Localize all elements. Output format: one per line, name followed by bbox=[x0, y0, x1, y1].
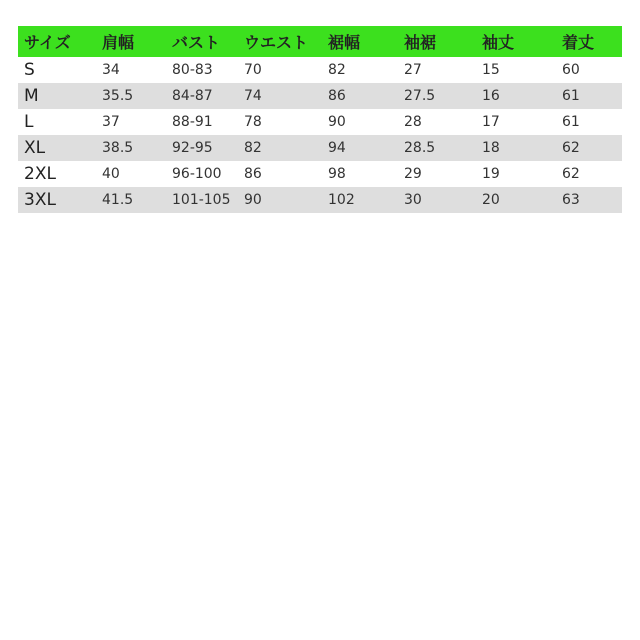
table-row bbox=[18, 161, 622, 187]
cell-size: L bbox=[18, 109, 102, 135]
header-body-length: 着丈 bbox=[562, 26, 622, 57]
cell-size: M bbox=[18, 83, 102, 109]
cell-sleeve-length: 16 bbox=[482, 83, 562, 109]
table-row bbox=[18, 83, 622, 109]
cell-hem-width: 86 bbox=[328, 83, 404, 109]
cell-cuff-width: 27 bbox=[404, 57, 482, 83]
cell-hem-width: 82 bbox=[328, 57, 404, 83]
cell-body-length: 61 bbox=[562, 109, 622, 135]
cell-size: S bbox=[18, 57, 102, 83]
cell-cuff-width: 27.5 bbox=[404, 83, 482, 109]
cell-hem-width: 98 bbox=[328, 161, 404, 187]
cell-bust: 92-95 bbox=[172, 135, 244, 161]
table-header-row bbox=[18, 26, 622, 57]
cell-shoulder-width: 40 bbox=[102, 161, 172, 187]
cell-cuff-width: 28 bbox=[404, 109, 482, 135]
cell-size: 2XL bbox=[18, 161, 102, 187]
cell-body-length: 62 bbox=[562, 161, 622, 187]
cell-shoulder-width: 35.5 bbox=[102, 83, 172, 109]
size-chart-table bbox=[18, 26, 622, 213]
cell-cuff-width: 28.5 bbox=[404, 135, 482, 161]
cell-bust: 84-87 bbox=[172, 83, 244, 109]
header-sleeve-length: 袖丈 bbox=[482, 26, 562, 57]
cell-waist: 78 bbox=[244, 109, 328, 135]
cell-waist: 82 bbox=[244, 135, 328, 161]
cell-body-length: 62 bbox=[562, 135, 622, 161]
cell-waist: 90 bbox=[244, 187, 328, 213]
cell-waist: 74 bbox=[244, 83, 328, 109]
cell-size: XL bbox=[18, 135, 102, 161]
cell-shoulder-width: 37 bbox=[102, 109, 172, 135]
cell-sleeve-length: 20 bbox=[482, 187, 562, 213]
cell-sleeve-length: 19 bbox=[482, 161, 562, 187]
table-row bbox=[18, 135, 622, 161]
cell-hem-width: 90 bbox=[328, 109, 404, 135]
header-size: サイズ bbox=[18, 26, 102, 57]
cell-bust: 80-83 bbox=[172, 57, 244, 83]
cell-waist: 86 bbox=[244, 161, 328, 187]
cell-cuff-width: 29 bbox=[404, 161, 482, 187]
table-row bbox=[18, 187, 622, 213]
cell-shoulder-width: 34 bbox=[102, 57, 172, 83]
cell-body-length: 60 bbox=[562, 57, 622, 83]
cell-body-length: 61 bbox=[562, 83, 622, 109]
header-shoulder-width: 肩幅 bbox=[102, 26, 172, 57]
cell-sleeve-length: 17 bbox=[482, 109, 562, 135]
cell-shoulder-width: 38.5 bbox=[102, 135, 172, 161]
header-hem-width: 裾幅 bbox=[328, 26, 404, 57]
cell-cuff-width: 30 bbox=[404, 187, 482, 213]
cell-bust: 88-91 bbox=[172, 109, 244, 135]
cell-hem-width: 94 bbox=[328, 135, 404, 161]
header-cuff-width: 袖裾 bbox=[404, 26, 482, 57]
header-bust: バスト bbox=[172, 26, 244, 57]
cell-shoulder-width: 41.5 bbox=[102, 187, 172, 213]
cell-bust: 96-100 bbox=[172, 161, 244, 187]
cell-body-length: 63 bbox=[562, 187, 622, 213]
cell-sleeve-length: 15 bbox=[482, 57, 562, 83]
cell-bust: 101-105 bbox=[172, 187, 244, 213]
cell-size: 3XL bbox=[18, 187, 102, 213]
header-waist: ウエスト bbox=[244, 26, 328, 57]
table-row bbox=[18, 109, 622, 135]
cell-sleeve-length: 18 bbox=[482, 135, 562, 161]
cell-waist: 70 bbox=[244, 57, 328, 83]
cell-hem-width: 102 bbox=[328, 187, 404, 213]
table-row bbox=[18, 57, 622, 83]
